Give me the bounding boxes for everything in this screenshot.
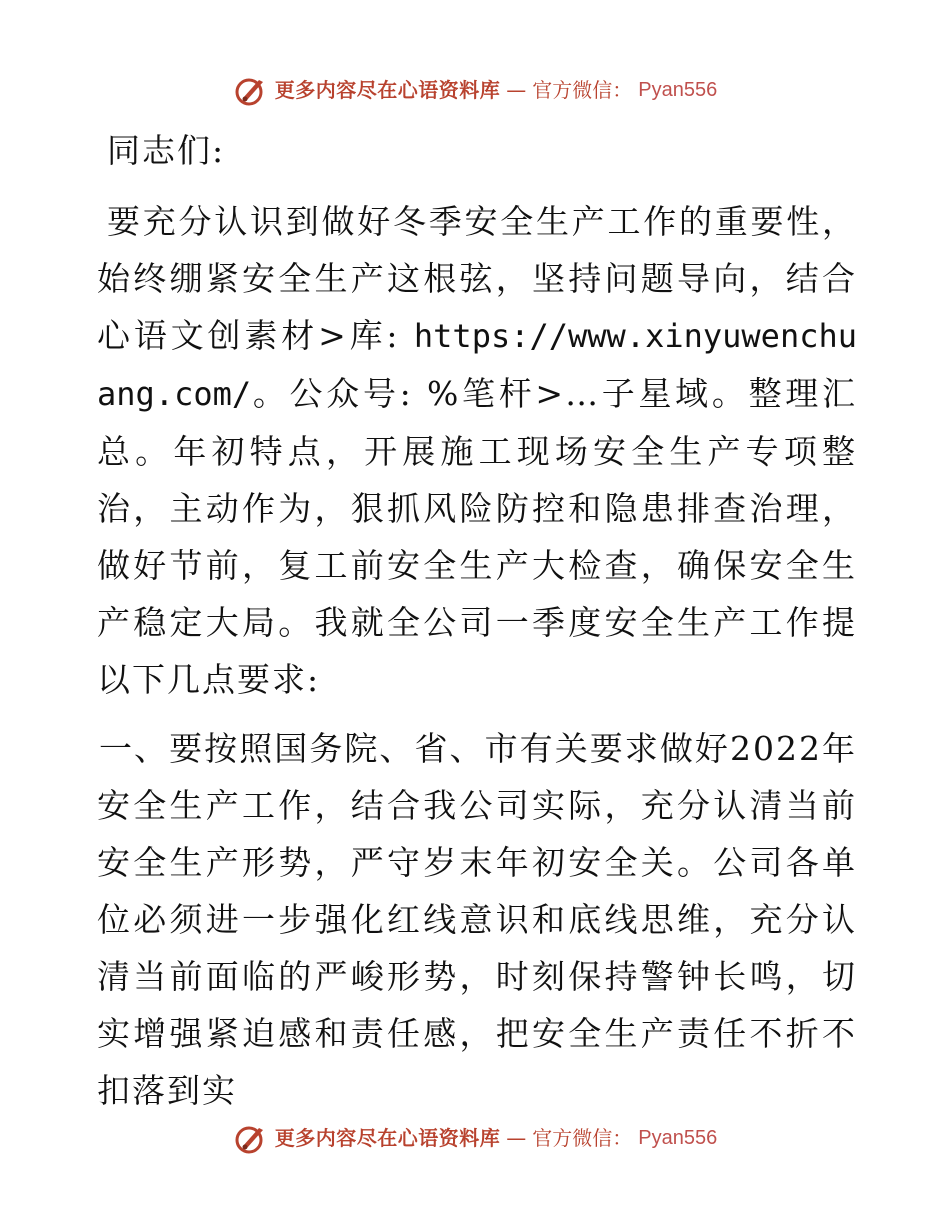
- banner-dash: —: [506, 78, 527, 102]
- banner-brand-text: 更多内容尽在心语资料库: [274, 1126, 501, 1150]
- document-body: [97, 122, 857, 1131]
- paragraph-requirement-1: 一、要按照国务院、省、市有关要求做好2022年安全生产工作，结合我公司实际，充分认清当前安全生产形势，严守岁末年初安全关。公司各单位必须进一步强化红线意识和底线思维，充分认清当前面临的严峻形势，时刻保持警钟长鸣，切实增强紧迫感和责任感，把安全生产责任不折不扣落到实: [97, 729, 857, 1110]
- banner-contact-label: 官方微信：: [532, 78, 633, 102]
- banner-contact-label: 官方微信：: [532, 1126, 633, 1150]
- brush-pen-logo-icon: [233, 1120, 269, 1156]
- banner-contact-id: Pyan556: [638, 79, 718, 101]
- banner-brand-text: 更多内容尽在心语资料库: [274, 78, 501, 102]
- footer-watermark-banner: [0, 1118, 950, 1158]
- greeting: 同志们:: [107, 131, 226, 170]
- paragraph-intro-text-a: 要充分认识到做好冬季安全生产工作的重要性，始终绷紧安全生产这根弦，坚持问题导向，结合心语文创素材>库:: [97, 202, 857, 355]
- website-link-text: https://www.xinyuwenchuang.com/: [97, 317, 857, 413]
- header-watermark-banner: [0, 70, 950, 110]
- paragraph-intro-text-b: 。公众号: %笔杆>…子星域。整理汇总。年初特点，开展施工现场安全生产专项整治，主动作为，狠抓风险防控和隐患排查治理，做好节前，复工前安全生产大检查，确保安全生产稳定大局。我就全公司一季度安全生产工作提以下几点要求:: [97, 374, 857, 699]
- brush-pen-logo-icon: [233, 72, 269, 108]
- paragraph-intro: [97, 193, 857, 708]
- banner-contact-id: Pyan556: [638, 1127, 718, 1149]
- banner-dash: —: [506, 1126, 527, 1150]
